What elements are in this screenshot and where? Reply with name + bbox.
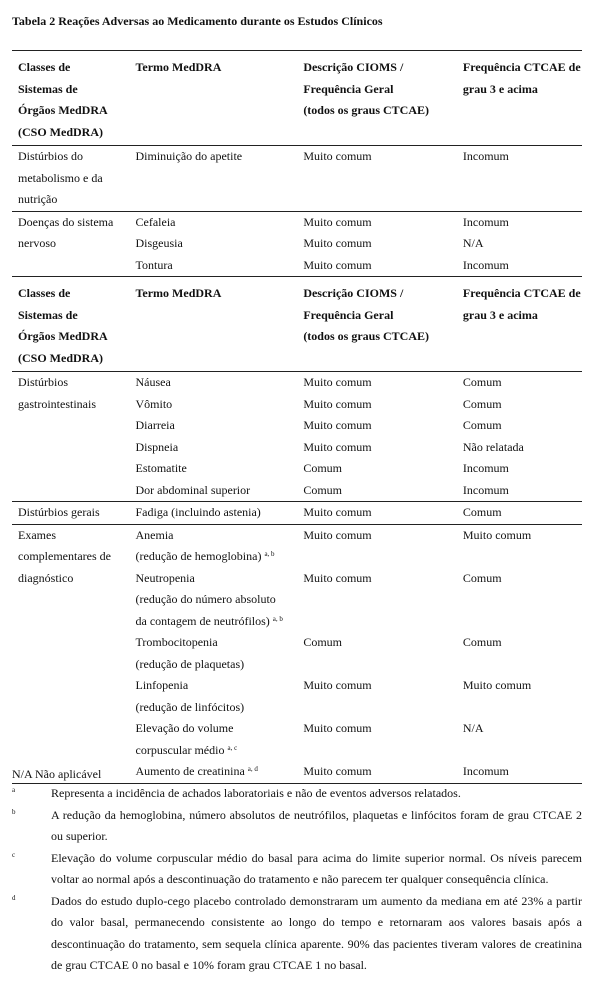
term-line (136, 502, 298, 524)
term-text: Dor abdominal superior (135, 482, 251, 497)
soc-line: diagnóstico (18, 570, 74, 585)
header-line: (CSO MedDRA) (18, 124, 103, 139)
cioms-value: Muito comum (303, 375, 372, 389)
header-line: Órgãos MedDRA (18, 103, 108, 117)
header-line: Descrição CIOMS / (303, 60, 404, 74)
header-cell-col2 (130, 51, 298, 146)
term-line (136, 372, 298, 394)
footnote-mark: a (12, 786, 16, 794)
header-line: Frequência Geral (303, 81, 394, 96)
ctcae-value: Não relatada (462, 439, 524, 454)
ctcae-cell (457, 372, 582, 502)
cioms-cell (297, 524, 457, 783)
term-line (136, 394, 298, 416)
term-line (136, 632, 298, 654)
term-text: Fadiga (incluindo astenia) (135, 505, 261, 519)
term-text: Vômito (135, 396, 173, 411)
term-line (136, 589, 298, 611)
term-text: Diarreia (135, 418, 175, 432)
ctcae-cell (457, 524, 582, 783)
footnote-text: A redução da hemoglobina, número absolutos de neutrófilos, plaquetas e linfócitos foram de grau CTCAE 2 ou superior. (51, 807, 582, 843)
table-row (12, 146, 582, 212)
term-text: (redução do número absoluto (135, 592, 276, 606)
term-line (136, 146, 298, 168)
na-note: N/A Não aplicável (12, 767, 102, 781)
term-text: Neutropenia (135, 570, 195, 585)
cioms-value: Comum (303, 482, 342, 497)
term-line (136, 437, 298, 459)
cioms-value: Muito comum (303, 570, 372, 585)
table-row (12, 502, 582, 525)
header-cell-col1 (12, 51, 130, 146)
ctcae-value: N/A (462, 721, 484, 735)
term-text: Náusea (135, 375, 171, 389)
term-text: Trombocitopenia (135, 635, 218, 649)
soc-cell (12, 502, 130, 525)
header-line: Descrição CIOMS / (303, 286, 404, 300)
cioms-value: Comum (303, 461, 342, 475)
term-line (136, 233, 298, 255)
term-text: Estomatite (135, 461, 187, 475)
table-caption: Tabela 2 Reações Adversas ao Medicamento durante os Estudos Clínicos (12, 14, 383, 28)
footnote (12, 783, 582, 805)
term-text: Elevação do volume (135, 721, 234, 735)
term-text: Tontura (135, 257, 173, 272)
header-cell-col1 (12, 277, 130, 372)
soc-cell (12, 211, 130, 277)
term-text: Diminuição do apetite (135, 149, 243, 163)
table-row (12, 211, 582, 277)
ctcae-value: Incomum (462, 482, 509, 497)
cioms-value: Muito comum (303, 396, 372, 411)
soc-line: complementares de (18, 549, 111, 563)
header-line: Frequência CTCAE de (462, 60, 581, 74)
cioms-cell (297, 211, 457, 277)
term-text: Dispneia (135, 439, 179, 454)
header-line: grau 3 e acima (462, 81, 538, 96)
footnote-ref: a, b (272, 614, 283, 623)
soc-line: gastrointestinais (18, 396, 96, 411)
term-cell (130, 211, 298, 277)
term-line (136, 546, 298, 568)
term-cell (130, 524, 298, 783)
term-line (136, 697, 298, 719)
adverse-reactions-table (12, 50, 582, 784)
footnotes-list (12, 783, 582, 977)
term-line (136, 525, 298, 547)
soc-line: metabolismo e da (18, 170, 103, 185)
term-line (136, 675, 298, 697)
ctcae-value: Incomum (462, 214, 509, 229)
header-line: Classes de (18, 60, 71, 74)
soc-line: nervoso (18, 236, 56, 250)
soc-line: nutrição (18, 192, 58, 206)
ctcae-value: Comum (462, 570, 502, 585)
header-cell-col3 (297, 277, 457, 372)
ctcae-value: Comum (462, 375, 502, 389)
term-line (136, 654, 298, 676)
header-line: Frequência CTCAE de (462, 286, 581, 300)
cioms-cell (297, 372, 457, 502)
header-line: grau 3 e acima (462, 307, 538, 322)
cioms-value: Muito comum (303, 257, 372, 272)
term-text: Linfopenia (135, 678, 189, 692)
term-text: (redução de plaquetas) (135, 656, 245, 671)
ctcae-value: Muito comum (462, 527, 532, 542)
term-line (136, 611, 298, 633)
header-cell-col2 (130, 277, 298, 372)
term-line (136, 718, 298, 740)
term-text: Aumento de creatinina (135, 764, 245, 778)
term-text: Cefaleia (135, 214, 176, 229)
cioms-cell (297, 502, 457, 525)
cioms-value: Muito comum (303, 214, 372, 229)
ctcae-value: Muito comum (462, 678, 532, 692)
cioms-value: Muito comum (303, 236, 372, 250)
term-line (136, 568, 298, 590)
term-text: (redução de linfócitos) (135, 699, 245, 714)
cioms-value: Muito comum (303, 418, 372, 432)
ctcae-value: Incomum (462, 764, 509, 778)
soc-cell (12, 146, 130, 212)
soc-cell (12, 524, 130, 783)
footnote-text: Elevação do volume corpuscular médio do basal para acima do limite superior normal. Os níveis parecem voltar ao normal após a descontinuação do tratamento e não parecem ter qualquer consequência clínica. (51, 850, 582, 886)
ctcae-cell (457, 502, 582, 525)
cioms-value: Muito comum (303, 149, 372, 163)
term-line (136, 212, 298, 234)
footnote-text: Dados do estudo duplo-cego placebo controlado demonstraram um aumento da mediana em até 23% a partir do valor basal, permanecendo consistente ao longo do tempo e retornaram aos valores basais após a descontinuação do tratamento, sem sequela clínica aparente. 90% das pacientes tiveram valores de creatinina de grau CTCAE 0 no basal e 10% foram grau CTCAE 1 no basal. (51, 893, 582, 972)
cioms-cell (297, 146, 457, 212)
cioms-value: Muito comum (303, 764, 372, 778)
soc-cell (12, 372, 130, 502)
header-cell-col3 (297, 51, 457, 146)
ctcae-value: Incomum (462, 149, 509, 163)
soc-line: Distúrbios do (18, 149, 84, 163)
footnote-ref: a, b (264, 550, 275, 558)
term-line (136, 740, 298, 762)
ctcae-cell (457, 211, 582, 277)
term-text: corpuscular médio (135, 742, 225, 757)
cioms-value: Muito comum (303, 721, 372, 735)
header-cell-col4 (457, 51, 582, 146)
header-cell-col4 (457, 277, 582, 372)
soc-line: Doenças do sistema (18, 214, 114, 229)
cioms-value: Comum (303, 635, 342, 649)
term-text: da contagem de neutrófilos) (135, 613, 270, 628)
header-row (12, 277, 582, 372)
term-line (136, 255, 298, 277)
ctcae-value: Comum (462, 396, 502, 411)
footnote-mark: d (12, 893, 16, 902)
table-row (12, 372, 582, 502)
cioms-value: Muito comum (303, 505, 372, 519)
header-row (12, 51, 582, 146)
header-line: (todos os graus CTCAE) (303, 103, 429, 117)
footnote (12, 891, 582, 977)
table-notes (12, 765, 582, 977)
footnote (12, 848, 582, 891)
soc-line: Distúrbios (18, 375, 69, 389)
term-cell (130, 372, 298, 502)
footnote-mark: c (12, 850, 16, 859)
ctcae-value: Comum (462, 505, 502, 519)
soc-line: Distúrbios gerais (18, 505, 100, 519)
soc-line: Exames (18, 527, 56, 542)
term-text: Anemia (135, 527, 174, 542)
cioms-value: Muito comum (303, 527, 372, 542)
header-line: Sistemas de (18, 307, 78, 322)
ctcae-value: Incomum (462, 461, 509, 475)
term-cell (130, 146, 298, 212)
ctcae-value: N/A (462, 236, 484, 250)
cioms-value: Muito comum (303, 439, 372, 454)
header-line: Termo MedDRA (135, 60, 222, 74)
ctcae-value: Incomum (462, 257, 509, 272)
table-row (12, 524, 582, 783)
ctcae-cell (457, 146, 582, 212)
header-line: (CSO MedDRA) (18, 350, 103, 365)
ctcae-value: Comum (462, 418, 502, 432)
footnote-text: Representa a incidência de achados laboratoriais e não de eventos adversos relatados. (51, 786, 461, 800)
cioms-value: Muito comum (303, 678, 372, 692)
term-cell (130, 502, 298, 525)
header-line: Órgãos MedDRA (18, 329, 108, 343)
header-line: Termo MedDRA (135, 286, 222, 300)
footnote-mark: b (12, 807, 16, 816)
header-line: (todos os graus CTCAE) (303, 329, 429, 343)
footnote (12, 805, 582, 848)
term-line (136, 480, 298, 502)
header-line: Frequência Geral (303, 307, 394, 322)
term-line (136, 415, 298, 437)
term-line (136, 458, 298, 480)
term-text: Disgeusia (135, 236, 183, 250)
footnote-ref: a, d (247, 765, 258, 773)
header-line: Sistemas de (18, 81, 78, 96)
footnote-ref: a, c (227, 743, 238, 752)
ctcae-value: Comum (462, 635, 502, 649)
term-text: (redução de hemoglobina) (135, 549, 262, 563)
header-line: Classes de (18, 286, 71, 300)
